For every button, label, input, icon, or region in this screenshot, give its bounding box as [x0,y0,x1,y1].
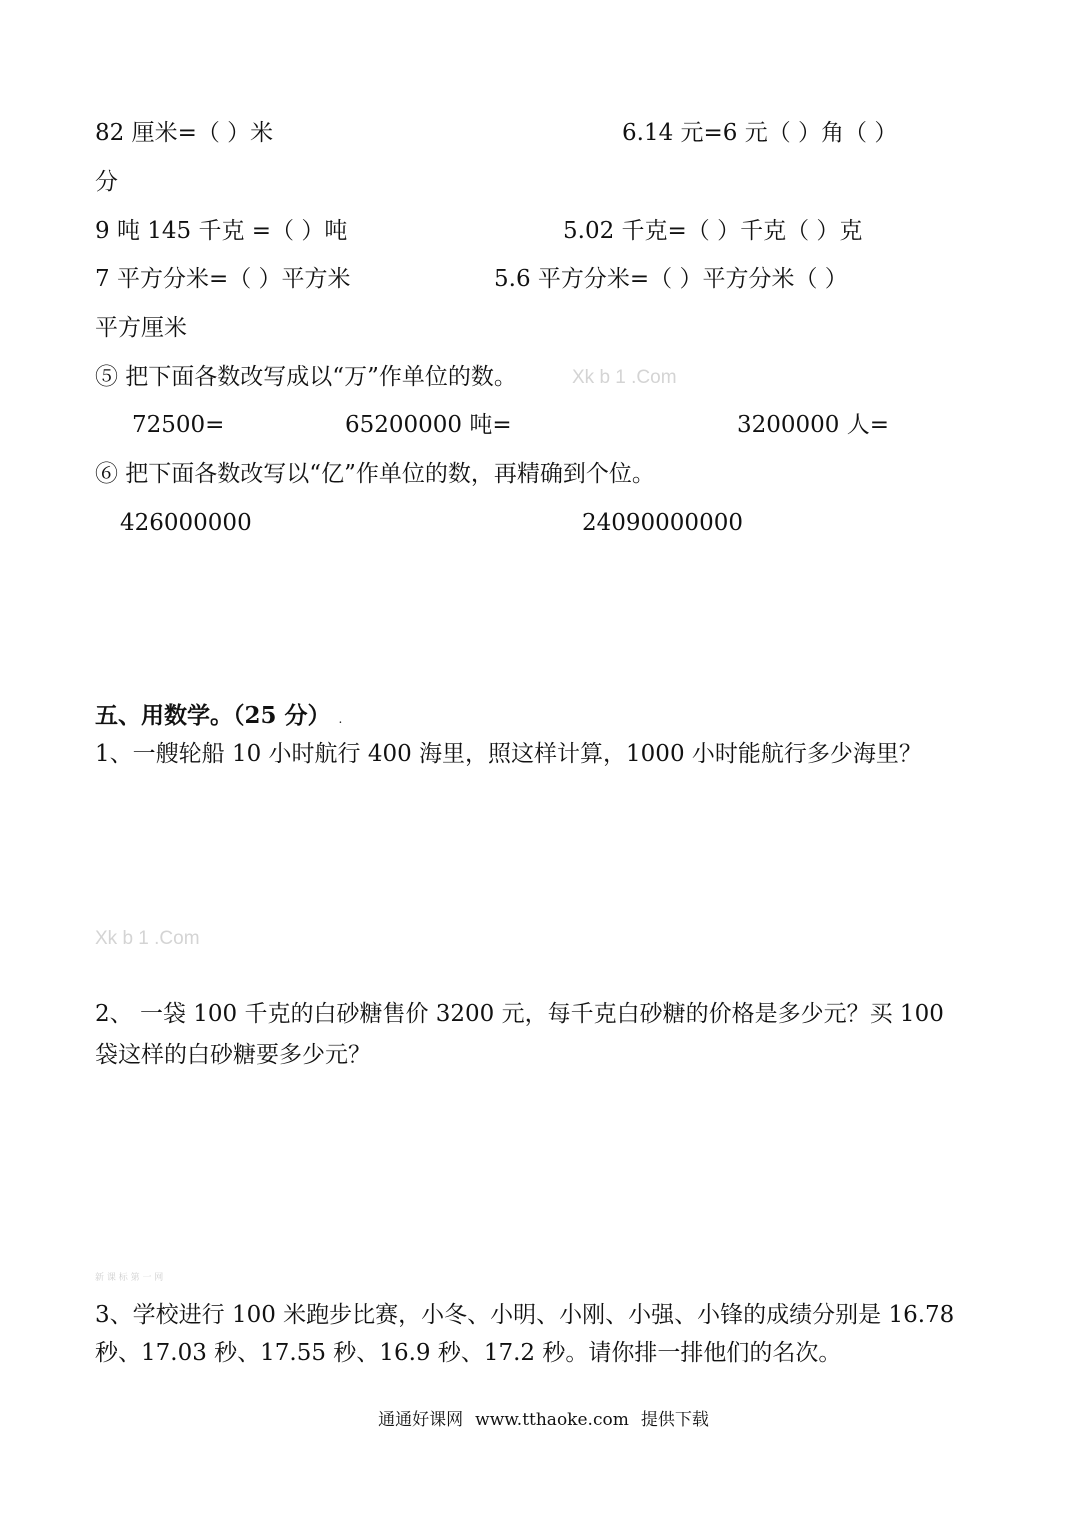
unit-item-dm2-cm2: 5.6 平方分米=（ ）平方分米（ ） [494,266,848,292]
q6-item: 24090000000 [582,510,743,536]
unit-item-kg-g: 5.02 千克=（ ）千克（ ）克 [563,218,863,244]
watermark-xkb1: Xk b 1 .Com [572,367,677,388]
footer-suffix: 提供下载 [640,1410,709,1430]
page-footer [0,1408,1087,1432]
problem-2-line-2: 袋这样的白砂糖要多少元？ [95,1042,371,1068]
q5-item: 65200000 吨= [345,412,512,438]
unit-item-dm2-to-m2: 7 平方分米=（ ）平方米 [95,266,351,292]
problem-3-line-2: 秒、17.03 秒、17.55 秒、16.9 秒、17.2 秒。请你排一排他们的名次。 [95,1340,842,1366]
section-heading-text: 五、用数学。（25 分） [95,702,331,729]
unit-item-yuan-jiao-fen: 6.14 元=6 元（ ）角（ ） [622,120,898,146]
unit-item-cm-to-m: 82 厘米=（ ）米 [95,120,274,146]
q5-item: 72500= [132,412,225,438]
problem-1: 1、一艘轮船 10 小时航行 400 海里，照这样计算，1000 小时能航行多少海里？ [95,741,922,767]
footer-url[interactable]: www.tthaoke.com [475,1410,629,1430]
problem-2-line-1: 2、 一袋 100 千克的白砂糖售价 3200 元，每千克白砂糖的价格是多少元？买 100 [95,1001,944,1027]
section-heading [95,701,342,734]
unit-row-3-wrap: 平方厘米 [95,315,187,341]
q5-title: ⑤ 把下面各数改写成以“万”作单位的数。 [95,364,517,390]
q6-title: ⑥ 把下面各数改写以“亿”作单位的数，再精确到个位。 [95,461,655,487]
q6-item: 426000000 [120,510,252,536]
problem-3-line-1: 3、学校进行 100 米跑步比赛，小冬、小明、小刚、小强、小锋的成绩分别是 16.78 [95,1302,955,1328]
watermark-xkb1-3: 新 课 标 第 一 网 [95,1273,164,1283]
q5-item: 3200000 人= [737,412,890,438]
footer-site: 通通好课网 [378,1410,464,1430]
watermark-xkb1-2: Xk b 1 .Com [95,928,200,949]
unit-item-ton: 9 吨 145 千克 =（ ）吨 [95,218,348,244]
heading-dot: . [338,712,343,726]
unit-row-1-wrap: 分 [95,169,118,195]
